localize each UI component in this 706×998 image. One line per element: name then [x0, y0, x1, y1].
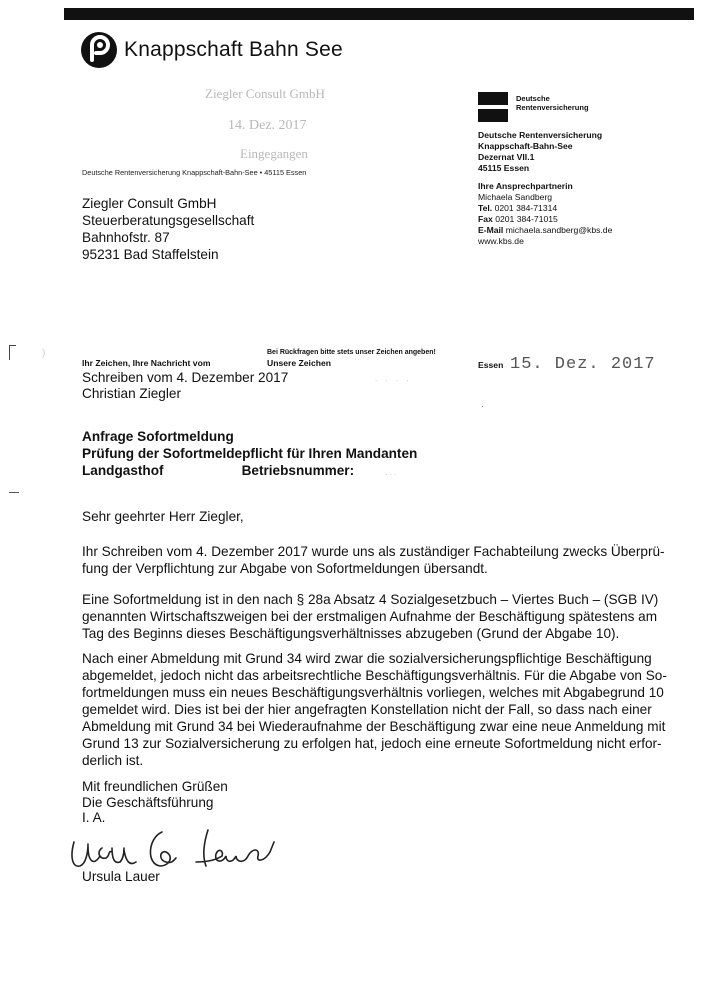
scan-speck: ·	[481, 402, 484, 411]
knappschaft-logo-icon	[80, 31, 118, 69]
recipient-line: Steuerberatungsgesellschaft	[82, 213, 255, 228]
fold-mark	[9, 345, 16, 360]
drv-address: Deutsche Rentenversicherung Knappschaft-Bahn-See Dezernat VII.1 45115 Essen	[478, 130, 603, 173]
subject-line: Landgasthof Betriebsnummer: . . .	[82, 463, 397, 478]
handwritten-signature	[66, 822, 286, 876]
contact-tel: Tel. 0201 384-71314	[478, 203, 558, 213]
scan-artifact: )	[42, 348, 46, 359]
our-reference-label: Unsere Zeichen	[267, 358, 331, 368]
recipient-line: Bahnhofstr. 87	[82, 230, 170, 245]
reference-note: Bei Rückfragen bitte stets unser Zeichen angeben!	[267, 349, 436, 356]
salutation: Sehr geehrter Herr Ziegler,	[82, 509, 244, 524]
brand-name: Knappschaft Bahn See	[124, 38, 343, 61]
contact-website[interactable]: www.kbs.de	[478, 236, 524, 246]
signer-name: Ursula Lauer	[82, 869, 160, 884]
subject-line: Anfrage Sofortmeldung	[82, 429, 234, 444]
redacted-number: . . .	[354, 468, 397, 477]
date-stamp: 15. Dez. 2017	[510, 355, 656, 374]
paragraph-1: Ihr Schreiben vom 4. Dezember 2017 wurde uns als zuständiger Fachabteilung zwecks Überprü- fung der Verpflichtung zur Abgabe von Sofortmeldungen übersandt.	[82, 544, 665, 576]
paragraph-3: Nach einer Abmeldung mit Grund 34 wird zwar die sozialversicherungspflichtige Beschäftigung abgemeldet, jedoch nicht das arbeitsrechtliche Beschäftigungsverhältnis. Für die Abgabe von So- fortmeldungen muss ein neues Beschäftigungsverhältnis vorliegen, welches mit Abgabegrund 10 gemeldet wird. Dies ist bei der hier angefragten Konstellation nicht der Fall, so dass nach einer Abmeldung mit Grund 34 bei Wiederaufnahme der Beschäftigung zwar eine neue Anmeldung mit Grund 13 zur Sozialversicherung zu erfolgen hat, jedoch eine erneute Sofortmeldung nicht erfor- derlich ist.	[82, 651, 667, 768]
contact-name: Michaela Sandberg	[478, 192, 553, 202]
closing-block: Mit freundlichen Grüßen Die Geschäftsführung I. A.	[82, 779, 228, 825]
punch-mark	[9, 492, 19, 493]
letterhead-bar	[64, 8, 694, 20]
drv-logo-icon	[478, 92, 508, 122]
your-reference-value: Schreiben vom 4. Dezember 2017 Christian Ziegler	[82, 370, 289, 401]
paragraph-2: Eine Sofortmeldung ist in den nach § 28a Absatz 4 Sozialgesetzbuch – Viertes Buch – (SGB IV) genannten Wirtschaftszweigen bei der erstmaligen Aufnahme der Beschäftigung spätestens am Tag des Beginns dieses Beschäftigungsverhältnisses abzugeben (Grund der Abgabe 10).	[82, 592, 659, 641]
contact-fax: Fax 0201 384-71015	[478, 214, 558, 224]
subject-block	[82, 428, 417, 481]
your-reference-label: Ihr Zeichen, Ihre Nachricht vom	[82, 358, 211, 368]
sender-return-address: Deutsche Rentenversicherung Knappschaft-Bahn-See • 45115 Essen	[82, 168, 307, 177]
place-label: Essen	[478, 360, 504, 370]
recipient-line: 95231 Bad Staffelstein	[82, 247, 219, 262]
subject-line: Prüfung der Sofortmeldepflicht für Ihren Mandanten	[82, 446, 418, 461]
redacted-reference: . . . .	[375, 374, 412, 383]
contact-email: E-Mail michaela.sandberg@kbs.de	[478, 225, 613, 235]
drv-brand-name: Deutsche Rentenversicherung	[516, 94, 589, 112]
received-stamp-label: Eingegangen	[240, 146, 308, 161]
recipient-address	[82, 195, 254, 263]
recipient-line: Ziegler Consult GmbH	[82, 196, 217, 211]
received-stamp-date: 14. Dez. 2017	[228, 118, 307, 133]
received-stamp-company: Ziegler Consult GmbH	[205, 86, 325, 101]
contact-block	[478, 181, 612, 247]
contact-title: Ihre Ansprechpartnerin	[478, 181, 573, 191]
